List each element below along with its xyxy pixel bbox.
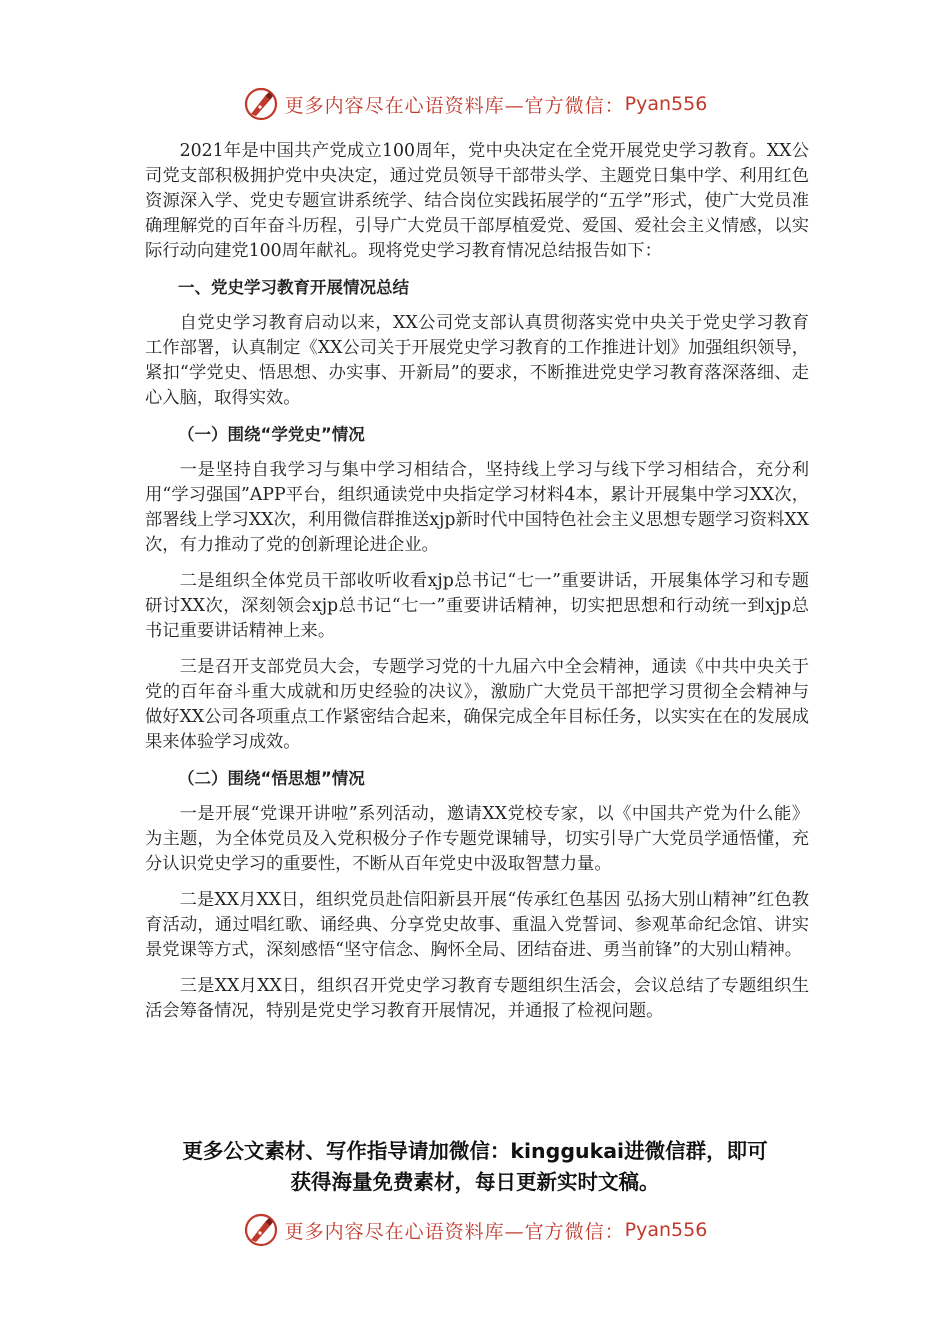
- subsection-heading-1: （一）围绕“学党史”情况: [178, 425, 365, 444]
- header-banner: [0, 84, 950, 124]
- promo-line-1: 更多公文素材、写作指导请加微信：kinggukai进微信群，即可: [182, 1139, 768, 1163]
- header-banner-wechat: Pyan556: [624, 93, 708, 115]
- subsection-2-paragraph-3: 三是XX月XX日，组织召开党史学习教育专题组织生活会，会议总结了专题组织生活会筹备情况，特别是党史学习教育开展情况，并通报了检视问题。: [145, 976, 809, 1021]
- footer-banner-wechat: Pyan556: [624, 1219, 708, 1241]
- pen-nib-logo-icon: [243, 1212, 279, 1248]
- subsection-2-paragraph-2: 二是XX月XX日，组织党员赴信阳新县开展“传承红色基因 弘扬大别山精神”红色教育活动，通过唱红歌、诵经典、分享党史故事、重温入党誓词、参观革命纪念馆、讲实景党课等方式，深刻感悟“坚守信念、胸怀全局、团结奋进、勇当前锋”的大别山精神。: [145, 890, 809, 960]
- subsection-1-paragraph-2: 二是组织全体党员干部收听收看xjp总书记“七一”重要讲话，开展集体学习和专题研讨XX次，深刻领会xjp总书记“七一”重要讲话精神，切实把思想和行动统一到xjp总书记重要讲话精神上来。: [145, 571, 809, 641]
- header-banner-text: 更多内容尽在心语资料库—官方微信：: [284, 94, 625, 117]
- footer-banner: [0, 1210, 950, 1250]
- promo-line-2: 获得海量免费素材，每日更新实时文稿。: [290, 1170, 660, 1194]
- subsection-2-paragraph-1: 一是开展“党课开讲啦”系列活动，邀请XX党校专家，以《中国共产党为什么能》为主题，为全体党员及入党积极分子作专题党课辅导，切实引导广大党员学通悟懂，充分认识党史学习的重要性，不断从百年党史中汲取智慧力量。: [145, 804, 809, 874]
- document-body: [145, 139, 809, 1035]
- promo-notice: [130, 1136, 820, 1198]
- section-heading-1: 一、党史学习教育开展情况总结: [178, 278, 409, 297]
- subsection-1-paragraph-1: 一是坚持自我学习与集中学习相结合，坚持线上学习与线下学习相结合，充分利用“学习强国”APP平台，组织通读党中央指定学习材料4本，累计开展集中学习XX次，部署线上学习XX次，利用微信群推送xjp新时代中国特色社会主义思想专题学习资料XX次，有力推动了党的创新理论进企业。: [145, 460, 809, 555]
- subsection-heading-2: （二）围绕“悟思想”情况: [178, 769, 365, 788]
- intro-paragraph: 2021年是中国共产党成立100周年，党中央决定在全党开展党史学习教育。XX公司党支部积极拥护党中央决定，通过党员领导干部带头学、主题党日集中学、利用红色资源深入学、党史专题宣讲系统学、结合岗位实践拓展学的“五学”形式，使广大党员准确理解党的百年奋斗历程，引导广大党员干部厚植爱党、爱国、爱社会主义情感，以实际行动向建党100周年献礼。现将党史学习教育情况总结报告如下：: [145, 141, 809, 261]
- footer-banner-text: 更多内容尽在心语资料库—官方微信：: [284, 1220, 625, 1243]
- section-1-paragraph: 自党史学习教育启动以来，XX公司党支部认真贯彻落实党中央关于党史学习教育工作部署，认真制定《XX公司关于开展党史学习教育的工作推进计划》加强组织领导，紧扣“学党史、悟思想、办实事、开新局”的要求，不断推进党史学习教育落深落细、走心入脑，取得实效。: [145, 313, 810, 408]
- subsection-1-paragraph-3: 三是召开支部党员大会，专题学习党的十九届六中全会精神，通读《中共中央关于党的百年奋斗重大成就和历史经验的决议》，激励广大党员干部把学习贯彻全会精神与做好XX公司各项重点工作紧密结合起来，确保完成全年目标任务，以实实在在的发展成果来体验学习成效。: [145, 657, 810, 752]
- pen-nib-logo-icon: [243, 86, 279, 122]
